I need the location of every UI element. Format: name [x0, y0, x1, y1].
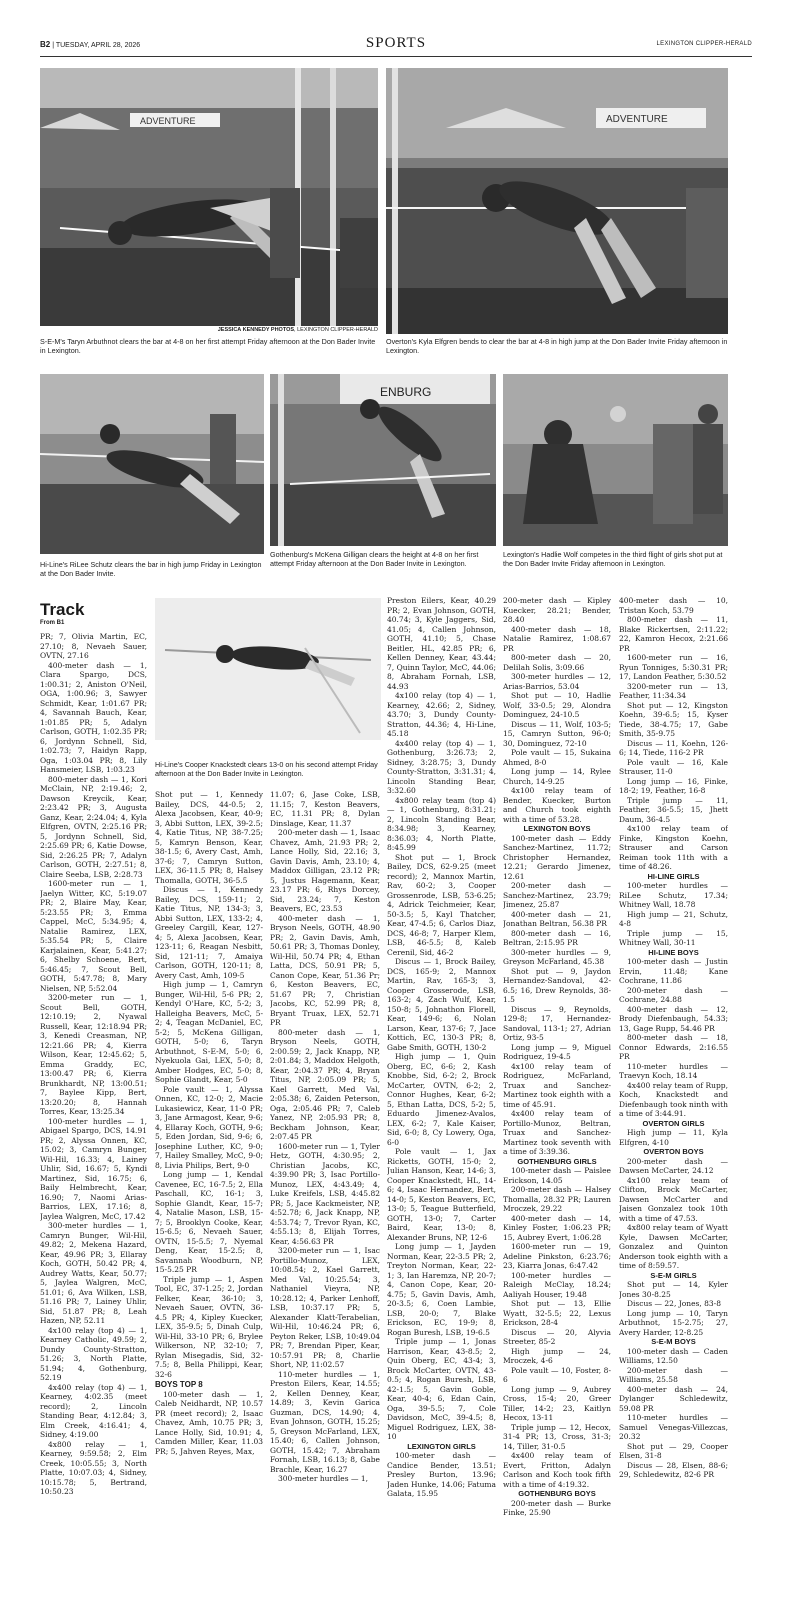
photo-high-jump-arbuthnot	[40, 68, 378, 326]
results-paragraph: 4x800 relay — 1, Kearney, 9:59.58; 2, Elm Creek, 10:05.55; 3, North Platte, 10:07.03; 4, Sidney, 10:15.78; 5, Bertrand, 10:50.23	[40, 1439, 147, 1496]
photo-caption-5: Lexington's Hadlie Wolf competes in the third flight of girls shot put at the Don Bader Invite Friday afternoon in Lexington.	[503, 550, 723, 568]
results-paragraph: Discus — 20, Alyvia Streeter, 85-2	[503, 1327, 611, 1346]
results-paragraph: Shot put — 9, Jaydon Hernandez-Sandoval, 42-6.5; 16, Drew Reynolds, 38-1.5	[503, 966, 611, 1004]
photo-shot-put-wolf	[503, 374, 728, 546]
photo-caption-2: Overton's Kyla Elfgren bends to clear the bar at 4-8 in high jump at the Don Bader Invite Friday afternoon in Lexington.	[386, 337, 728, 355]
page-date: TUESDAY, APRIL 28, 2026	[55, 42, 141, 49]
article-column-4	[387, 596, 496, 1580]
results-paragraph: 110-meter hurdles — 1, Preston Eilers, Kear, 14.55; 2, Kellen Denney, Kear, 14.89; 3, Kevin Garica Guzman, DCS, 14.90; 4, Evan Johnson, GOTH, 15.25; 5, Greyson McFarland, LEX, 15.40; 6, Callen Johnson, GOTH, 15.42; 7, Abraham Fornah, LSB, 16.13; 8, Gabe Brachle, Kear, 16.27	[270, 1369, 380, 1474]
results-paragraph: 800-meter dash — 1, Kori McClain, NP, 2:19.46; 2, Dawson Kreycik, Kear, 2:23.42 PR; 3, Augusta Ganz, Kear, 2:24.04; 4, Kyla Elfgren, OVTN, 2:25.16 PR; 5, Jordynn Schnell, Sid, 2:25.69 PR; 6, Katie Dowse, Sid, 2:26.25 PR; 7, Adalyn Carlson, GOTH, 2:27.51; 8, Claire Seeba, LSB, 2:28.73	[40, 774, 147, 879]
results-paragraph: 4x100 relay team of Clifton, Brock McCarter, Dawsen McCarter and Jaisen Gonzalez took 10th with a time of 47.53.	[619, 1175, 728, 1223]
results-paragraph: 100-meter hurdles — RiLee Schutz, 17.34; Whitney Wall, 18.78	[619, 881, 728, 909]
results-subhead: OVERTON GIRLS	[642, 1118, 705, 1128]
banner-text: ADVENTURE	[140, 116, 196, 126]
photo-caption-3: Hi-Line's RiLee Schutz clears the bar in high jump Friday in Lexington at the Don Bader Invite.	[40, 560, 262, 578]
results-paragraph: 3200-meter run — 1, Isac Portillo-Munoz, LEX, 10:08.54; 2, Kael Garrett, Med Val, 10:25.54; 3, Nathaniel Vieyra, NP, 10:28.12; 4, Parker Lenhoff, LSB, 10:37.17 PR; 5, Alexander Klatt-Terabelian, Wil-Hil, 10:46.24 PR; 6, Peyton Reker, LSB, 10:49.04 PR; 7, Brendan Piper, Kear, 10:57.91 PR; 8, Charlie Short, NP, 11:02.57	[270, 1246, 380, 1369]
results-paragraph: Triple jump — 1, Aspen Tool, EC, 37-1.25; 2, Jordan Felker, Kear, 36-10; 3, Nevaeh Sauer, OVTN, 36-4.5 PR; 4, Kipley Kuecker, LEX, 35-9.5; 5, Dinah Culp, Wil-Hil, 33-10 PR; 6, Brylee Wilkerson, NP, 32-10; 7, Rylan Misegadis, Sid, 32-7.5; 8, Bella Philippi, Kear, 32-6	[155, 1274, 263, 1379]
results-paragraph: Long jump — 1, Kendal Cavenee, EC, 16-7.5; 2, Ella Paschall, KC, 16-1; 3, Sophie Glandt, Kear, 15-7; 4, Natalie Mason, LSB, 15-7; 5, Brooklyn Cooke, Kear, 15-6.5; 6, Nevaeh Sauer, OVTN, 15-5.5; 7, Nyemal Deng, Kear, 15-2.5; 8, Savannah Woodburn, NP, 15-5.25 PR	[155, 1170, 263, 1274]
results-paragraph: 1600-meter run — 1, Jaelyn Witter, KC, 5:19.07 PR; 2, Blaire May, Kear, 5:23.55 PR; 3, Emma Cappel, McC, 5:34.95; 4, Natalie Ramirez, LEX, 5:35.54 PR; 5, Claire Karjalainen, Kear, 5:41.27; 6, Shelby Schoene, Bert, 5:46.45; 7, Scout Bell, GOTH, 5:47.78; 8, Mary Nielsen, NP, 5:52.04	[40, 879, 147, 993]
results-paragraph: 100-meter dash — Justin Ervin, 11.48; Kane Cochrane, 11.86	[619, 957, 728, 985]
results-paragraph: 300-meter hurdles — 1, Camryn Bunger, Wil-Hil, 49.82; 2, Mekena Hazard, Kear, 49.96 PR; 3, Ellaray Koch, GOTH, 50.42 PR; 4, Audrey Watts, Kear, 50.77; 5, Jaylea Walgren, McC, 51.01; 6, Ava Wilken, LSB, 51.16 PR; 7, Lainey Uhlir, Sid, 51.87 PR; 8, Leah Hazen, NP, 52.11	[40, 1221, 147, 1325]
photo-high-jump-gilligan	[270, 374, 496, 546]
article-title: Track	[40, 600, 85, 619]
results-paragraph: Discus — 1, Brock Bailey, DCS, 165-9; 2, Mannox Martin, Rav, 165-3; 3, Cooper Grosserode, LSB, 163-2; 4, Zach Wulf, Kear, 150-8; 5, Johnathon Florell, Kear, 149-6; 6, Nolan Larson, Kear, 137-6; 7, Jace Kottich, EC, 130-3 PR; 8, Gabe Smith, GOTH, 130-2	[387, 957, 496, 1052]
article-column-6	[619, 596, 728, 1580]
results-subhead: LEXINGTON GIRLS	[407, 1441, 476, 1451]
results-subhead: GOTHENBURG GIRLS	[517, 1156, 597, 1166]
results-paragraph: 1600-meter run — 19, Adeline Pinkston, 6:23.76; 23, Kiarra Jonas, 6:47.42	[503, 1242, 611, 1270]
results-paragraph: 300-meter hurdles — 12, Arias-Barrios, 53.04	[503, 672, 611, 691]
results-paragraph: 1600-meter run — 16, Ryun Tonniges, 5:30.31 PR; 17, Landon Feather, 5:30.52	[619, 653, 728, 681]
results-paragraph: 100-meter hurdles — Raleigh McClay, 18.24; Aaliyah Houser, 19.48	[503, 1270, 611, 1299]
results-paragraph: Shot put — 12, Kingston Koehn, 39-6.5; 15, Kyser Tiede, 38-4.75; 17, Gabe Smith, 35-9.75	[619, 700, 728, 738]
results-paragraph: 400-meter dash — 1, Clara Spargo, DCS, 1:00.31; 2, Aniston O'Neil, OGA, 1:00.96; 3, Sawyer Schmidt, Kear, 1:01.67 PR; 4, Savannah Bauch, Kear, 1:01.85 PR; 5, Adalyn Carlson, GOTH, 1:02.35 PR; 6, Jordynn Schnell, Sid, 1:02.73; 7, Haidyn Rapp, Oga, 1:03.04 PR; 8, Lily Hansmeier, LSB, 1:03.23	[40, 660, 147, 774]
results-paragraph: 800-meter dash — 1, Bryson Neels, GOTH, 2:00.59; 2, Jack Knapp, NP, 2:01.84; 3, Maddox Helgoth, Kear, 2:04.37 PR; 4, Bryan Titus, NP, 2:05.09 PR; 5, Kael Garrett, Med Val, 2:05.38; 6, Zaiden Peterson, Oga, 2:05.46 PR; 7, Caleb Yanez, NP, 2:05.93 PR; 8, Beckham Johnson, Kear, 2:07.45 PR	[270, 1027, 380, 1141]
results-paragraph: 200-meter dash — 1, Isaac Chavez, Amh, 21.93 PR; 2, Lance Holly, Sid, 22.16; 3, Gavin Davis, Amh, 23.10; 4, Maddox Gilligan, 23.12 PR; 5, Justus Hagemann, Kear, 23.17 PR; 6, Rhys Dorcey, Sid, 23.24; 7, Keston Beavers, EC, 23.53	[270, 828, 380, 913]
results-paragraph: Long jump — 14, Rylee Church, 14-9.25	[503, 767, 611, 786]
results-subhead: HI-LINE BOYS	[648, 947, 699, 957]
results-paragraph: 110-meter hurdles — Traevyn Koch, 18.14	[619, 1061, 728, 1080]
photo-pole-vault-knackstedt	[155, 598, 381, 740]
results-paragraph: 100-meter dash — Paislee Erickson, 14.05	[503, 1166, 611, 1185]
results-paragraph: 4x800 relay team (top 4) — 1, Gothenburg, 8:31.21; 2, Lincoln Standing Bear, 8:34.98; 3, Kearney, 8:36.03; 4, North Platte, 8:45.99	[387, 795, 496, 852]
results-paragraph: 200-meter dash — Williams, 25.58	[619, 1365, 728, 1384]
results-paragraph: Shot put — 1, Brock Bailey, DCS, 62-9.25 (meet record); 2, Mannox Martin, Rav, 60-2; 3, Cooper Grossenrode, LSB, 53-6.25; 4, Adrick Teichmeier, Kear, 50-3.5; 5, Kayl Thatcher, Kear, 47-4.5; 6, Carlos Diaz, DCS, 46-8; 7, Harper Klem, LSB, 46-5.5; 8, Kaleb Cerenil, Sid, 46-2	[387, 852, 496, 957]
results-subhead: OVERTON BOYS	[643, 1147, 704, 1156]
results-paragraph: 4x100 relay (top 4) — 1, Kearney, 42.66; 2, Sidney, 43.70; 3, Dundy County-Stratton, 44.36; 4, Hi-Line, 45.18	[387, 691, 496, 738]
results-subhead: S-E-M BOYS	[651, 1337, 696, 1346]
results-paragraph: Preston Eilers, Kear, 40.29 PR; 2, Evan Johnson, GOTH, 40.74; 3, Kyle Jaggers, Sid, 41.05; 4, Callen Johnson, GOTH, 41.10; 5, Chase Beitler, HL, 42.85 PR; 6, Kellen Denney, Kear, 43.44; 7, Quinn Taylor, McC, 44.06; 8, Abraham Fornah, LSB, 44.93	[387, 596, 496, 691]
page-header	[40, 36, 752, 57]
results-paragraph: 200-meter dash — Cochrane, 24.88	[619, 985, 728, 1004]
page-number: B2	[40, 40, 51, 49]
results-paragraph: High jump — 11, Kyla Elfgren, 4-10	[619, 1128, 728, 1147]
results-paragraph: 4x400 relay team of Rupp, Koch, Knackstedt and Diefenbaugh took ninth with a time of 3:44.91.	[619, 1080, 728, 1118]
section-name: SPORTS	[365, 35, 427, 51]
results-paragraph: Shot put — 10, Hadlie Wolf, 33-0.5; 29, Alondra Dominguez, 24-10.5	[503, 691, 611, 719]
results-paragraph: 4x100 relay (top 4) — 1, Kearney Catholic, 49.59; 2, Dundy County-Stratton, 51.26; 3, North Platte, 51.94; 4, Gothenburg, 52.19	[40, 1325, 147, 1382]
photographer: JESSICA KENNEDY PHOTOS	[217, 327, 295, 333]
results-paragraph: Triple jump — 11, Feather, 36-5.5; 15, Jhett Daum, 36-4.5	[619, 795, 728, 824]
photo-caption-1: S-E-M's Taryn Arbuthnot clears the bar at 4-8 on her first attempt Friday afternoon at the Don Bader Invite in Lexington.	[40, 337, 376, 355]
results-paragraph: PR; 7, Olivia Martin, EC, 27.10; 8, Nevaeh Sauer, OVTN, 27.16	[40, 632, 147, 660]
results-paragraph: 400-meter dash — 18, Natalie Ramirez, 1:08.67 PR	[503, 624, 611, 653]
results-paragraph: 100-meter dash — Caden Williams, 12.50	[619, 1346, 728, 1365]
results-paragraph: 800-meter dash — 20, Delilah Solis, 3:09.66	[503, 653, 611, 672]
results-paragraph: 100-meter dash — Candice Bender, 13.51; Presley Burton, 13.96; Jaden Hunke, 14.06; Fatuma Galata, 15.95	[387, 1451, 496, 1498]
results-paragraph: 11.07; 6, Jase Coke, LSB, 11.15; 7, Keston Beavers, EC, 11.31 PR; 8, Dylan Dinslage, Kear, 11.37	[270, 790, 380, 828]
photo-high-jump-elfgren	[386, 68, 728, 334]
results-paragraph: 200-meter dash — Halsey Thomalla, 28.32 PR; Lauren Mroczek, 29.22	[503, 1185, 611, 1213]
results-paragraph: Discus — 1, Kennedy Bailey, DCS, 159-11; 2, Katie Titus, NP, 134-3; 3, Abbi Sutton, LEX, 133-2; 4, Greeley Cargill, Kear, 127-4; 5, Alexa Jacobsen, Kear, 123-11; 6, Reagan Nesbitt, Sid, 121-11; 7, Amaiya Carlson, GOTH, 120-11; 8, Avery Cast, Amh, 109-5	[155, 885, 263, 980]
results-paragraph: Shot put — 13, Ellie Wyatt, 32-5.5; 22, Lexus Erickson, 28-4	[503, 1299, 611, 1327]
results-paragraph: 4x400 relay (top 4) — 1, Kearney, 4:02.35 (meet record); 2, Lincoln Standing Bear, 4:12.84; 3, Elm Creek, 4:16.41; 4, Sidney, 4:19.00	[40, 1382, 147, 1439]
results-paragraph: Long jump — 9, Aubrey Cross, 15-4; 20, Greer Tiller, 14-2; 23, Kaitlyn Hecox, 13-11	[503, 1384, 611, 1422]
results-paragraph: 3200-meter run — 13, Feather, 11:34.34	[619, 681, 728, 700]
article-jump-line: From B1	[40, 620, 65, 626]
results-paragraph: 4x100 relay team of Rodriguez, McFarland, Truax and Sanchez-Martinez took eighth with a time of 45.91.	[503, 1061, 611, 1109]
results-paragraph: 3200-meter run — 1, Scout Bell, GOTH, 12:10.19; 2, Nyawal Russell, Kear, 12:18.94 PR; 3, Kenedi Creasman, NP, 12:21.66 PR; 4, Kierra Wilson, Kear, 12:45.62; 5, Emma Graddy, EC, 13:00.47 PR; 6, Kierra Brunkhardt, NP, 13:00.51; 7, Baylee Kipp, Bert, 13:20.20; 8, Hannah Torres, Kear, 13:25.34	[40, 993, 147, 1116]
results-paragraph: Triple jump — 15, Whitney Wall, 30-11	[619, 928, 728, 947]
paper-name: LEXINGTON CLIPPER-HERALD	[656, 41, 752, 47]
results-paragraph: Triple jump — 12, Hecox, 31-4 PR; 13, Cross, 31-3; 14, Tiller, 31-0.5	[503, 1422, 611, 1451]
banner-text: ENBURG	[380, 385, 432, 399]
results-paragraph: 400-meter dash — 10, Tristan Koch, 53.79	[619, 596, 728, 615]
article-column-3	[270, 790, 380, 1580]
results-paragraph: 4x400 relay (top 4) — 1, Gothenburg, 3:26.73; 2, Sidney, 3:28.75; 3, Dundy County-Stratton, 3:31.31; 4, Lincoln Standing Bear, 3:32.60	[387, 738, 496, 795]
results-subhead: LEXINGTON BOYS	[523, 824, 591, 833]
results-paragraph: 1600-meter run — 1, Tyler Hetz, GOTH, 4:30.95; 2, Christian Jacobs, KC, 4:39.90 PR; 3, Isac Portillo-Munoz, LEX, 4:43.49; 4, Luke Kreifels, LSB, 4:45.82 PR; 5, Jace Kackmeister, NP, 4:52.78; 6, Jack Knapp, NP, 4:53.74; 7, Trevor Ryan, KC, 4:55.13; 8, Elijah Torres, Kear, 4:56.63 PR	[270, 1141, 380, 1246]
results-subhead: HI-LINE GIRLS	[647, 871, 700, 881]
results-paragraph: Pole vault — 16, Kale Strauser, 11-0	[619, 757, 728, 776]
results-paragraph: Shot put — 29, Cooper Elsen, 31-8	[619, 1441, 728, 1460]
results-paragraph: Discus — 28, Elsen, 88-6; 29, Schledewitz, 82-6 PR	[619, 1460, 728, 1479]
results-paragraph: Long jump — 9, Miguel Rodriguez, 19-4.5	[503, 1042, 611, 1061]
results-paragraph: 4x400 relay team of Evert, Fritton, Adalyn Carlson and Koch took fifth with a time of 4:19.32.	[503, 1451, 611, 1489]
photo-caption-6: Hi-Line's Cooper Knackstedt clears 13-0 on his second attempt Friday afternoon at the Don Bader Invite in Lexington.	[155, 760, 378, 778]
results-paragraph: 300-meter hurdles — 9, Greyson McFarland, 45.38	[503, 947, 611, 966]
results-paragraph: Pole vault — 1, Alyssa Onnen, KC, 12-0; 2, Macie Lukasiewicz, Kear, 11-0 PR; 3, Jane Armagost, Kear, 9-6; 4, Ellaray Koch, GOTH, 9-6; 5, Eden Jordan, Sid, 9-6; 6, Josephine Luther, KC, 9-0; 7, Hailey Smalley, McC, 9-0; 8, Livia Philips, Bert, 9-0	[155, 1084, 263, 1170]
results-paragraph: Pole vault — 10, Foster, 8-6	[503, 1365, 611, 1384]
results-paragraph: Discus — 9, Reynolds, 129-8; 17, Hernandez-Sandoval, 113-1; 27, Adrian Ortiz, 93-5	[503, 1004, 611, 1042]
results-paragraph: Shot put — 14, Kyler Jones 30-8.25	[619, 1280, 728, 1299]
results-subhead: GOTHENBURG BOYS	[518, 1489, 596, 1498]
results-paragraph: High jump — 1, Camryn Bunger, Wil-Hil, 5-6 PR; 2, Kendyl O'Hare, KC, 5-2; 3, Halleigha Beavers, McC, 5-2; 4, Teagan McDaniel, EC, 5-2; 5, McKena Gilligan, GOTH, 5-0; 6, Taryn Arbuthnot, S-E-M, 5-0; 6, Nyekuola Gai, LEX, 5-0; 8, Amber Hodges, EC, 5-0; 8, Sophie Glandt, Kear, 5-0	[155, 980, 263, 1084]
article-column-1	[40, 632, 147, 1580]
results-paragraph: 200-meter dash — Kipley Kuecker, 28.21; Bender, 28.40	[503, 596, 611, 624]
results-subhead: S-E-M GIRLS	[650, 1270, 697, 1280]
credit-paper: , LEXINGTON CLIPPER-HERALD	[294, 327, 378, 333]
results-paragraph: Discus — 11, Wolf, 103-5; 15, Camryn Sutton, 96-0; 30, Dominguez, 72-10	[503, 719, 611, 748]
results-paragraph: 400-meter dash — 21, Jonathan Beltran, 56.38 PR	[503, 909, 611, 928]
photo-credit	[40, 327, 378, 333]
results-paragraph: Long jump — 1, Jayden Norman, Kear, 22-3.5 PR; 2, Treyton Norman, Kear, 22-1; 3, Ian Haremza, NP, 20-7; 4, Canon Cope, Kear, 20-4.75; 5, Gavin Davis, Amh, 20-3.5; 6, Coen Lambie, LSB, 20-0; 7, Blake Erickson, EC, 19-9; 8, Rogan Buresh, LSB, 19-6.5	[387, 1242, 496, 1337]
results-paragraph: 800-meter dash — 16, Beltran, 2:15.95 PR	[503, 928, 611, 947]
results-paragraph: 400-meter dash — 24, Dylanger Schledewitz, 59.08 PR	[619, 1384, 728, 1413]
results-paragraph: 4x400 relay team of Portillo-Munoz, Beltran, Truax and Sanchez-Martinez took seventh with a time of 3:39.36.	[503, 1109, 611, 1156]
results-paragraph: 100-meter dash — Eddy Sanchez-Martinez, 11.72; Christopher Hernandez, 12.21; Gerardo Jimenez, 12.61	[503, 833, 611, 881]
results-paragraph: Long jump — 16, Finke, 18-2; 19, Feather, 16-8	[619, 776, 728, 795]
results-paragraph: 400-meter dash — 12, Brody Diefenbaugh, 54.33; 13, Gage Rupp, 54.46 PR	[619, 1004, 728, 1033]
results-paragraph: Pole vault — 15, Sukaina Ahmed, 8-0	[503, 748, 611, 767]
banner-text: ADVENTURE	[606, 114, 668, 125]
photo-caption-4: Gothenburg's McKena Gilligan clears the height at 4-8 on her first attempt Friday afternoon at the Don Bader Invite in Lexington.	[270, 550, 479, 568]
results-paragraph: 800-meter dash — 11, Blake Rickertsen, 2:11.22; 22, Kamron Hecox, 2:21.66 PR	[619, 615, 728, 653]
results-paragraph: 300-meter hurdles — 1,	[278, 1474, 368, 1483]
results-paragraph: 400-meter dash — 1, Bryson Neels, GOTH, 48.90 PR; 2, Gavin Davis, Amh, 50.61 PR; 3, Thomas Donley, Wil-Hil, 50.74 PR; 4, Ethan Latta, DCS, 50.91 PR; 5, Canon Cope, Kear, 51.36 Pr; 6, Keston Beavers, EC, 51.67 PR; 7, Christian Jacobs, KC, 52.99 PR; 8, Bryant Truax, LEX, 52.71 PR	[270, 913, 380, 1027]
results-paragraph: 800-meter dash — 18, Connor Edwards, 2:16.55 PR	[619, 1033, 728, 1061]
results-paragraph: 100-meter hurdles — 1, Abigael Spargo, DCS, 14.91 PR; 2, Alyssa Onnen, KC, 15.02; 3, Camryn Bunger, Wil-Hil, 16.33; 4, Lainey Uhlir, Sid, 16.67; 5, Kyndi Martinez, Sid, 16.75; 6, Baily Helmbrecht, Kear, 16.90; 7, Naomi Arias-Barrios, LEX, 17.16; 8, Jaylea Walgren, McC, 17.42	[40, 1116, 147, 1221]
results-paragraph: Discus — 22, Jones, 83-8	[627, 1299, 721, 1308]
results-paragraph: 100-meter dash — 1, Caleb Neidhardt, NP, 10.57 PR (meet record); 2, Isaac Chavez, Amh, 10.75 PR; 3, Lance Holly, Sid, 10.91; 4, Camden Miller, Kear, 11.03 PR; 5, Jahven Reyes, Max,	[155, 1389, 263, 1456]
results-paragraph: High jump — 1, Quin Oberg, EC, 6-6; 2, Kash Knobbe, Sid, 6-2; 2, Brock McCarter, OVTN, 6-2; 2, Connor Hughes, Kear, 6-2; 5, Ethan Latta, DCS, 5-2; 5, Eduardo Jimenez-Avalos, LEX, 6-2; 7, Kale Kaiser, Sid, 6-0; 8, Cy Lowery, Oga, 6-0	[387, 1052, 496, 1147]
results-paragraph: 4x800 relay team of Wyatt Kyle, Dawsen McCarter, Gonzalez and Quinton Anderson took eighth with a time of 8:59.57.	[619, 1223, 728, 1270]
results-paragraph: 4x100 relay team of Bender, Kuecker, Burton and Church took eighth with a time of 53.28.	[503, 786, 611, 824]
article-column-2	[155, 790, 263, 1580]
results-paragraph: High jump — 21, Schutz, 4-8	[619, 909, 728, 928]
article-column-5	[503, 596, 611, 1580]
results-paragraph: Shot put — 1, Kennedy Bailey, DCS, 44-0.5; 2, Alexa Jacobsen, Kear, 40-9; 3, Abbi Sutton, LEX, 39-2.5; 4, Katie Titus, NP, 38-7.25; 5, Kamryn Benson, Kear, 38-1.5; 6, Avery Cast, Amh, 37-6; 7, Camryn Sutton, LEX, 36-11.5 PR; 8, Halsey Thomalla, GOTH, 36-5.5	[155, 790, 263, 885]
results-paragraph: Triple jump — 1, Jonas Harrison, Kear, 43-8.5; 2, Quin Oberg, EC, 43-4; 3, Brock McCarter, OVTN, 43-0.5; 4, Rogan Buresh, LSB, 42-1.5; 5, Gavin Goble, Kear, 40-4; 6, Edan Cain, Oga, 39-5.5; 7, Cole Davidson, McC, 39-4.5; 8, Miguel Rodriguez, LEX, 38-10	[387, 1337, 496, 1441]
results-paragraph: Long jump — 10, Taryn Arbuthnot, 15-2.75; 27, Avery Harder, 12-8.25	[619, 1308, 728, 1337]
results-paragraph: High jump — 24, Mroczek, 4-6	[503, 1346, 611, 1365]
folio-divider: |	[52, 42, 56, 49]
results-paragraph: 400-meter dash — 14, Kinley Foster, 1:06.23 PR; 15, Aubrey Evert, 1:06.28	[503, 1213, 611, 1242]
results-paragraph: Pole vault — 1, Jax Ricketts, GOTH, 15-0; 2, Julian Hanson, Kear, 14-6; 3, Cooper Knackstedt, HL, 14-6; 4, Isaac Hernandez, Bert, 14-0; 5, Keston Beavers, EC, 13-0; 5, Teague Butterfield, GOTH, 13-0; 7, Carter Baird, Kear, 13-0; 8, Alexander Bruns, NP, 12-6	[387, 1147, 496, 1242]
results-paragraph: 200-meter dash — Dawsen McCarter, 24.12	[619, 1156, 728, 1175]
results-paragraph: 200-meter dash — Burke Finke, 25.90	[503, 1498, 611, 1517]
photo-high-jump-schutz	[40, 374, 264, 554]
results-subhead: BOYS TOP 8	[155, 1380, 203, 1389]
results-paragraph: 110-meter hurdles — Samuel Venegas-Villezcas, 20.32	[619, 1413, 728, 1441]
results-paragraph: 200-meter dash — Sanchez-Martinez, 23.79; Jimenez, 25.87	[503, 881, 611, 909]
results-paragraph: 4x100 relay team of Finke, Kingston Koehn, Strauser and Carson Reiman took 11th with a time of 48.26.	[619, 824, 728, 871]
results-paragraph: Discus — 11, Koehn, 126-6; 14, Tiede, 116-2 PR	[619, 738, 728, 757]
